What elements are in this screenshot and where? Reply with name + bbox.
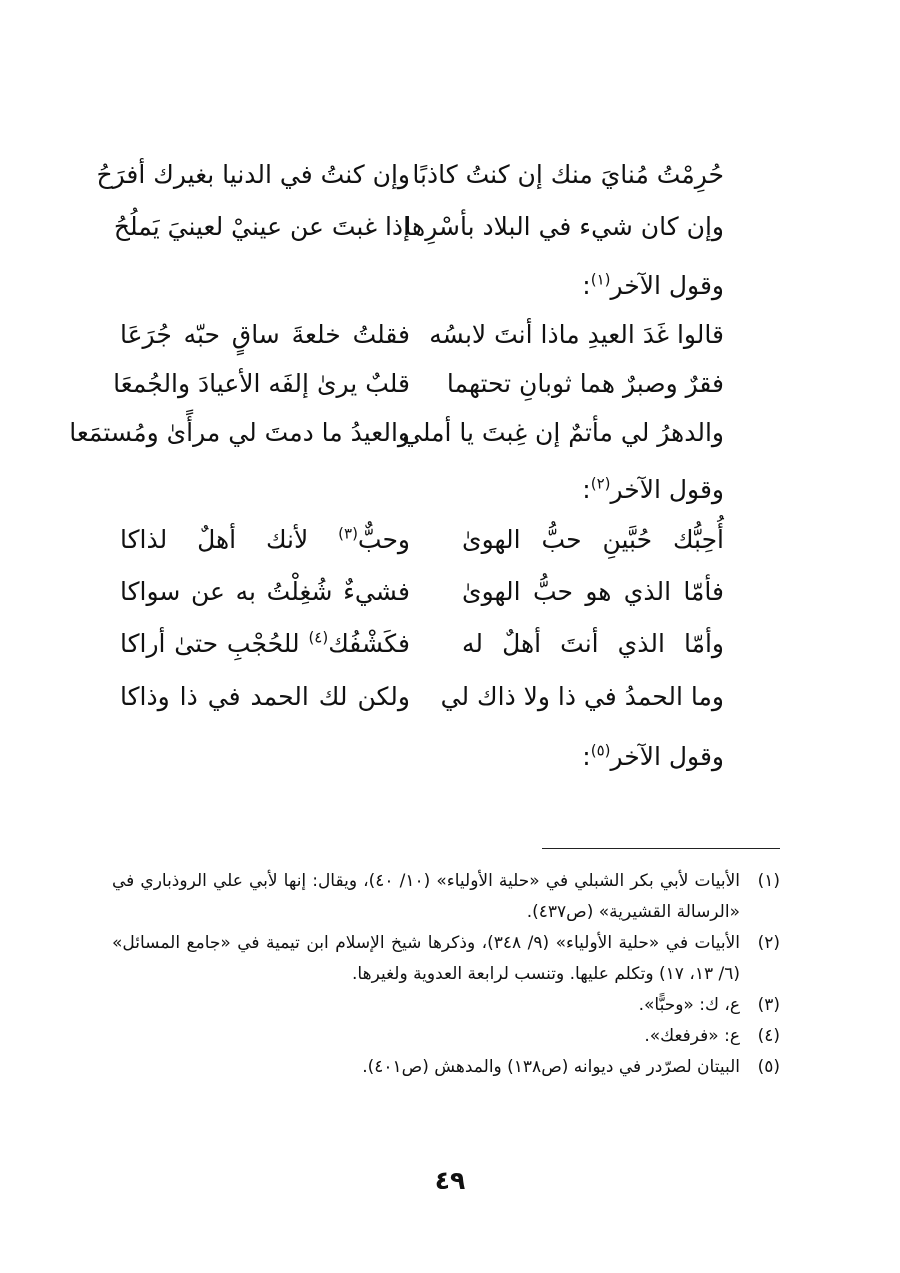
verse-second-hemistich: والعيدُ ما دمتَ لي مرأًىٰ ومُستمَعا [69, 418, 410, 447]
footnote-text: الأبيات في «حلية الأولياء» (٩/ ٣٤٨)، وذكرها شيخ الإسلام ابن تيمية في «جامع المسائل» (٦/ ١٣، ١٧) وتكلم عليها. وتنسب لرابعة العدوية ولغيرها. [112, 933, 740, 984]
verse-line [0, 677, 900, 729]
verse-first-hemistich: أُحِبُّك حُبَّينِ حبُّ الهوىٰ [462, 525, 724, 554]
verse-second-hemistich: ولكن لك الحمد في ذا وذاكا [120, 682, 410, 711]
verse-second-hemistich: فشيءٌ شُغِلْتُ به عن سواكا [120, 577, 410, 606]
verse-first-hemistich: فأمّا الذي هو حبُّ الهوىٰ [462, 577, 724, 606]
verse-second-hemistich [120, 624, 410, 664]
footnote-number: (٤) [757, 1026, 780, 1046]
verse-first-hemistich: قالوا غَدَ العيدِ ماذا أنتَ لابسُه [429, 320, 724, 349]
footnote-ref[interactable]: (٤) [308, 628, 329, 647]
verse-line [0, 207, 900, 259]
poem-intro-text: وقول الآخر [610, 475, 724, 504]
verse-first-hemistich: فقرٌ وصبرٌ هما ثوبانِ تحتهما [446, 369, 724, 398]
verse-line [0, 364, 900, 416]
poem-intro-colon: : [582, 271, 591, 300]
footnote-separator [542, 848, 780, 849]
verse-first-hemistich: وما الحمدُ في ذا ولا ذاك لي [440, 682, 724, 711]
verse-line [0, 155, 900, 207]
footnote-ref[interactable]: (٥) [590, 741, 611, 760]
verse-rest: لأنك أهلٌ لذاكا [120, 525, 339, 554]
verse-first-hemistich: والدهرُ لي مأتمٌ إن غِبتَ يا أملي [402, 418, 724, 447]
verse-second-hemistich: وإن كنتُ في الدنيا بغيرك أفرَحُ [96, 160, 410, 189]
verse-word: فكَشْفُك [328, 629, 410, 658]
footnote [112, 1021, 780, 1052]
footnote-number: (٣) [757, 995, 780, 1015]
verse-first-hemistich: حُرِمْتُ مُنايَ منك إن كنتُ كاذبًا [412, 160, 724, 189]
footnote-ref[interactable]: (٢) [590, 474, 611, 493]
page-number: ٤٩ [434, 1166, 466, 1195]
verse-line [0, 520, 900, 572]
footnote-number: (٢) [757, 933, 780, 953]
poem-intro [582, 737, 724, 777]
footnote-text: البيتان لصرّدر في ديوانه (ص١٣٨) والمدهش (ص٤٠١). [362, 1057, 740, 1077]
footnote [112, 1052, 780, 1083]
poem-intro [582, 470, 724, 510]
poem-intro [582, 266, 724, 306]
poem-intro-colon: : [582, 475, 591, 504]
footnote [112, 928, 780, 990]
poem-intro-text: وقول الآخر [610, 271, 724, 300]
verse-rest: للحُجْبِ حتىٰ أراكا [120, 629, 309, 658]
footnote-ref[interactable]: (١) [590, 270, 611, 289]
footnotes [112, 866, 780, 1083]
verse-second-hemistich [120, 520, 410, 560]
footnote-number: (٥) [757, 1057, 780, 1077]
footnote [112, 990, 780, 1021]
footnote-text: الأبيات لأبي بكر الشبلي في «حلية الأولياء» (١٠/ ٤٠)، ويقال: إنها لأبي علي الروذباري في «الرسالة القشيرية» (ص٤٣٧). [112, 871, 741, 922]
verse-line [0, 624, 900, 676]
footnote-ref[interactable]: (٣) [338, 524, 358, 543]
verse-first-hemistich: وإن كان شيء في البلاد بأسْرِها [404, 212, 724, 241]
verse-second-hemistich: فقلتُ خلعةَ ساقٍ حبّه جُرَعَا [120, 320, 410, 349]
footnote [112, 866, 780, 928]
poem-intro-text: وقول الآخر [610, 742, 724, 771]
verse-line [0, 315, 900, 367]
footnote-text: ع: «فرفعك». [644, 1026, 740, 1046]
verse-line [0, 413, 900, 465]
poem-intro-colon: : [582, 742, 591, 771]
footnote-text: ع، ك: «وحبًّا». [638, 995, 740, 1015]
footnote-number: (١) [757, 871, 780, 891]
verse-word: وحبٌّ [357, 525, 410, 554]
verse-second-hemistich: إذا غبتَ عن عينيْ لعينيَ يَملُحُ [113, 212, 410, 241]
verse-second-hemistich: قلبٌ يرىٰ إلفَه الأعيادَ والجُمعَا [113, 369, 410, 398]
verse-first-hemistich: وأمّا الذي أنتَ أهلٌ له [462, 629, 724, 658]
verse-line [0, 572, 900, 624]
